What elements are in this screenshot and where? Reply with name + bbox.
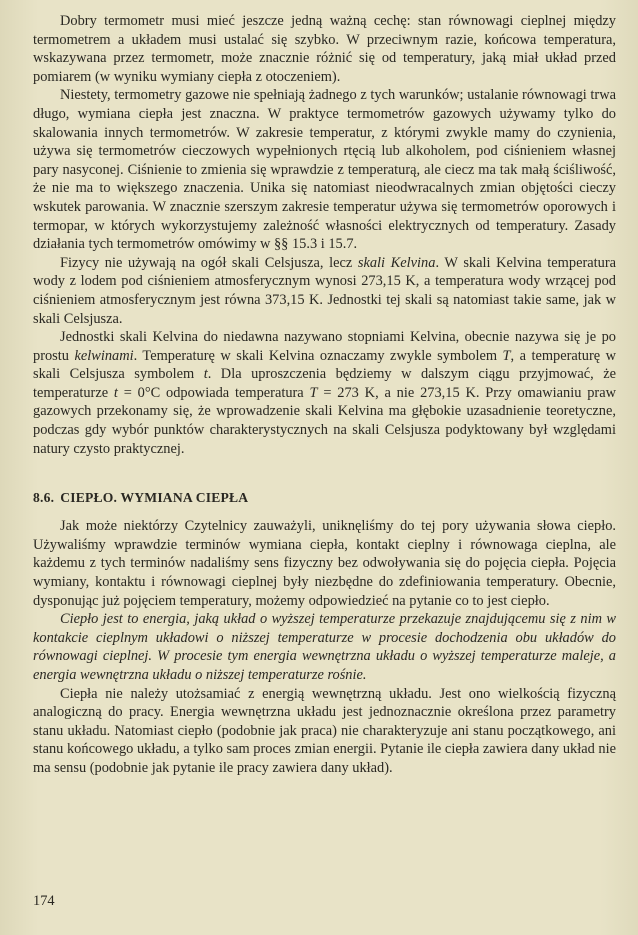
- italic-term-kelwinami: kelwinami: [74, 347, 134, 364]
- paragraph-heat-vs-internal-energy: Ciepła nie należy utożsamiać z energią wewnętrzną układu. Jest ono wielkością fizyczną analogiczną do pracy. Energia wewnętrzna układu jest jednoznacznie określona przez parametry stanu układu. Natomiast ciepło (podobnie jak praca) nie charakteryzuje ani stanu początkowego, ani stanu końcowego układu, a tylko sam proces zmian energii. Pytanie ile ciepła zawiera dany układ nie ma sensu (podobnie jak pytanie ile pracy zawiera dany układ).: [33, 685, 616, 776]
- symbol-t: t: [113, 384, 118, 401]
- section-number: 8.6.: [33, 490, 55, 506]
- text-span: = 0°C odpowiada temperatura: [117, 384, 310, 401]
- section-title: CIEPŁO. WYMIANA CIEPŁA: [60, 490, 249, 506]
- text-span: Jednostki skali Kelvina do niedawna nazywano stopniami Kelvina, obecnie nazywa się je po prostu: [33, 329, 616, 364]
- text-span: Fizycy nie używają na ogół skali Celsjusza, lecz: [60, 254, 358, 271]
- paragraph-kelvin-units: [33, 328, 616, 458]
- paragraph-thermometer-equilibrium: Dobry termometr musi mieć jeszcze jedną ważną cechę: stan równowagi cieplnej między termometrem a układem musi ustalać się szybko. W przeciwnym razie, końcowa temperatura, wskazywana przez termometr, może znacznie różnić się od temperatury, jaką miał układ przed pomiarem (w wyniku wymiany ciepła z otoczeniem).: [33, 13, 616, 85]
- section-heading: [33, 490, 616, 506]
- text-span: . Temperaturę w skali Kelvina oznaczamy zwykle symbolem: [133, 347, 503, 364]
- text-span: = 273 K, a nie 273,15 K. Przy omawianiu praw gazowych przekonamy się, że wprowadzenie skali Kelvina ma głębokie uzasadnienie teoretyczne, podczas gdy wybór punktów charakterystycznych na skali Celsjusza podyktowany był względami natury czysto praktycznej.: [33, 384, 616, 457]
- symbol-t: t: [203, 366, 208, 383]
- text-span: . Dla uproszczenia będziemy w dalszym ciągu przyjmować, że temperaturze: [33, 366, 616, 401]
- paragraph-gas-thermometers: Niestety, termometry gazowe nie spełniają żadnego z tych warunków; ustalanie równowagi trwa długo, wymiana ciepła jest znaczna. W praktyce termometrów gazowych używamy tylko do skalowania innych termometrów. W zakresie temperatur, z którymi zwykle mamy do czynienia, używa się termometrów cieczowych wypełnionych rtęcią lub alkoholem, pod ciśnieniem własnej pary nasyconej. Ciśnienie to zmienia się wprawdzie z temperaturą, ale ciecz ma tak małą ściśliwość, że nie ma to większego znaczenia. Unika się natomiast nieodwracalnych zmian objętości cieczy wskutek parowania. W znacznie szerszym zakresie temperatur używa się termometrów oporowych i termopar, w których wykorzystujemy zależność własności elektrycznych od temperatury. Zasady działania tych termometrów omówimy w §§ 15.3 i 15.7.: [33, 87, 616, 253]
- text-span: , a temperaturę w skali Celsjusza symbolem: [33, 347, 617, 383]
- paragraph-kelvin-scale: [33, 254, 616, 328]
- paragraph-heat-intro: Jak może niektórzy Czytelnicy zauważyli, uniknęliśmy do tej pory używania słowa ciepło. Używaliśmy wprawdzie terminów wymiana ciepła, kontakt cieplny i równowaga cieplna, ale każdemu z tych terminów nadaliśmy sens fizyczny bez odwoływania się do pojęcia ciepła. Pojęcia wymiany, kontaktu i równowagi cieplnej były niezbędne do zdefiniowania temperatury. Obecnie, dysponując już pojęciem temperatury, możemy odpowiedzieć na pytanie co to jest ciepło.: [33, 518, 616, 609]
- page-number: 174: [33, 893, 55, 909]
- text-span: . W skali Kelvina temperatura wody z lodem pod ciśnieniem atmosferycznym wynosi 273,15 K, a temperatura wody wrzącej pod ciśnieniem atmosferycznym jest równa 373,15 K. Jednostki tej skali są natomiast takie same, jak w skali Celsjusza.: [33, 254, 617, 327]
- symbol-T: T: [502, 347, 511, 364]
- paragraph-heat-definition: Ciepło jest to energia, jaką układ o wyższej temperaturze przekazuje znajdującemu się z nim w kontakcie cieplnym układowi o niższej temperaturze w procesie dochodzenia obu układów do równowagi cieplnej. W procesie tym energia wewnętrzna układu o wyższej temperaturze maleje, a energia wewnętrzna układu o niższej temperaturze rośnie.: [33, 611, 616, 683]
- italic-term-kelvin-scale: skali Kelvina: [357, 254, 436, 271]
- symbol-T: T: [309, 384, 318, 401]
